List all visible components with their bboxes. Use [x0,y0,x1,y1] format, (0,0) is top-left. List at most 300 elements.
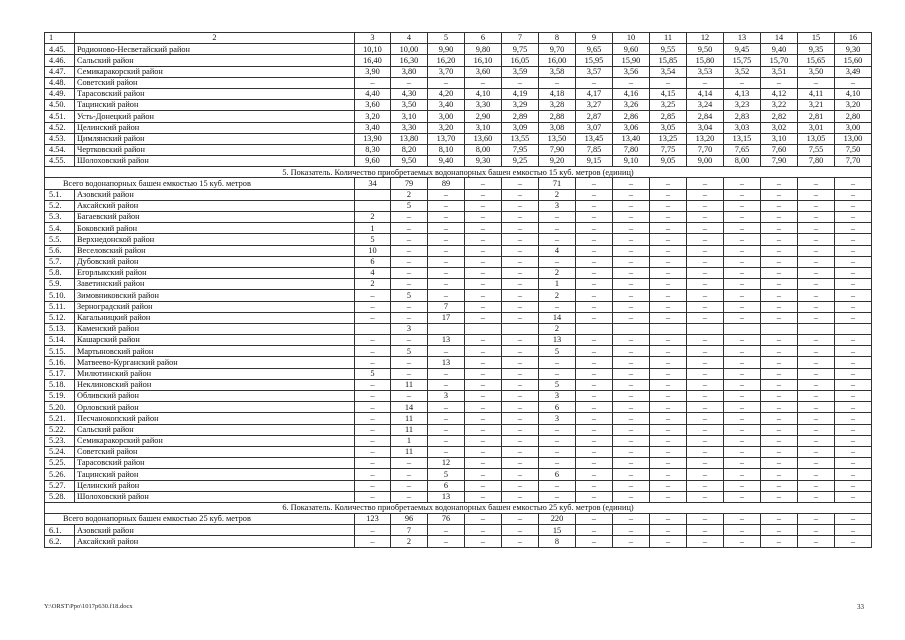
value-cell: 13,45 [576,133,613,144]
value-cell: 4,13 [724,88,761,99]
value-cell: – [724,379,761,390]
value-cell: – [539,480,576,491]
value-cell [613,323,650,334]
value-cell: – [355,77,391,88]
value-cell: 8,10 [428,144,465,155]
value-cell: – [650,346,687,357]
value-cell [798,323,835,334]
value-cell: – [428,346,465,357]
value-cell: 7,75 [650,144,687,155]
value-cell: 16,30 [391,55,428,66]
value-cell: 3,07 [576,122,613,133]
table-row [45,234,872,245]
value-cell: – [428,379,465,390]
value-cell: – [576,245,613,256]
value-cell: – [761,413,798,424]
table-row [45,290,872,301]
value-cell: 3,54 [650,66,687,77]
value-cell: – [576,357,613,368]
value-cell: – [576,491,613,502]
value-cell: 12 [428,458,465,469]
value-cell: – [465,402,502,413]
value-cell: 15,80 [687,55,724,66]
row-number: 5.1. [45,189,75,200]
value-cell: – [687,435,724,446]
value-cell: 13 [539,335,576,346]
value-cell: 3,40 [355,122,391,133]
value-cell: – [835,223,872,234]
value-cell: – [576,256,613,267]
value-cell: – [576,346,613,357]
value-cell: – [687,267,724,278]
value-cell: 6 [539,469,576,480]
value-cell: – [502,267,539,278]
value-cell: – [465,480,502,491]
value-cell: – [539,446,576,457]
value-cell: – [613,446,650,457]
table-row [45,536,872,547]
value-cell: 4,19 [502,88,539,99]
district-name: Багаевский район [75,212,355,223]
value-cell: – [502,413,539,424]
column-number-header: 13 [724,33,761,44]
row-number: 5.23. [45,435,75,446]
value-cell: – [650,335,687,346]
table-row [45,346,872,357]
value-cell: 13,70 [428,133,465,144]
value-cell: – [687,368,724,379]
row-number: 5.24. [45,446,75,457]
value-cell: 13 [428,335,465,346]
value-cell: 13,90 [355,133,391,144]
value-cell: – [835,189,872,200]
value-cell: – [613,290,650,301]
value-cell: – [502,491,539,502]
value-cell: 13,80 [391,133,428,144]
district-name: Дубовский район [75,256,355,267]
value-cell: – [539,301,576,312]
value-cell: – [502,446,539,457]
value-cell: – [613,458,650,469]
value-cell: – [502,424,539,435]
value-cell: 3,23 [724,100,761,111]
value-cell: 13,15 [724,133,761,144]
value-cell: – [761,379,798,390]
value-cell: – [391,357,428,368]
value-cell: – [465,368,502,379]
column-number-header: 15 [798,33,835,44]
value-cell: – [502,212,539,223]
value-cell: 7,70 [687,144,724,155]
table-row [45,156,872,167]
value-cell: – [798,290,835,301]
value-cell: – [428,402,465,413]
row-number: 5.2. [45,200,75,211]
value-cell: – [576,379,613,390]
value-cell: – [465,290,502,301]
value-cell: – [502,223,539,234]
value-cell: 16,00 [539,55,576,66]
value-cell: 4,10 [835,88,872,99]
value-cell: – [835,290,872,301]
value-cell: – [576,234,613,245]
value-cell: 3 [428,391,465,402]
value-cell: 1 [355,223,391,234]
value-cell: – [687,379,724,390]
value-cell: – [687,469,724,480]
value-cell: – [724,402,761,413]
value-cell: 2,89 [502,111,539,122]
value-cell: – [465,245,502,256]
table-row [45,491,872,502]
value-cell: – [798,446,835,457]
district-name: Азовский район [75,189,355,200]
district-name: Советский район [75,446,355,457]
value-cell: – [465,256,502,267]
value-cell [502,323,539,334]
row-number: 5.5. [45,234,75,245]
value-cell: – [724,279,761,290]
value-cell: – [687,413,724,424]
value-cell: – [798,368,835,379]
value-cell: – [687,200,724,211]
value-cell: 3,40 [428,100,465,111]
value-cell: 2,81 [798,111,835,122]
value-cell: – [465,391,502,402]
total-value: – [687,178,724,189]
value-cell: – [798,346,835,357]
table-row [45,100,872,111]
value-cell: – [650,469,687,480]
value-cell: 16,20 [428,55,465,66]
value-cell: 7,50 [835,144,872,155]
value-cell: – [613,279,650,290]
value-cell: – [391,256,428,267]
value-cell: – [724,469,761,480]
table-row [45,525,872,536]
value-cell: – [650,267,687,278]
table-row [45,391,872,402]
value-cell: – [835,480,872,491]
value-cell [687,323,724,334]
value-cell: – [576,77,613,88]
value-cell: 9,65 [576,44,613,55]
value-cell: 3,10 [465,122,502,133]
value-cell: – [576,279,613,290]
value-cell: 3,50 [798,66,835,77]
table-row [45,323,872,334]
value-cell: – [613,491,650,502]
value-cell: – [465,312,502,323]
value-cell: – [465,234,502,245]
value-cell: 13,20 [687,133,724,144]
value-cell: – [650,424,687,435]
district-name: Песчанокопский район [75,413,355,424]
column-number-header: 16 [835,33,872,44]
value-cell: – [613,301,650,312]
value-cell: – [798,424,835,435]
value-cell: – [835,458,872,469]
value-cell: – [761,77,798,88]
value-cell: – [724,312,761,323]
row-number: 4.45. [45,44,75,55]
value-cell: – [391,245,428,256]
district-name: Цимлянский район [75,133,355,144]
value-cell: – [355,480,391,491]
value-cell: 3 [539,413,576,424]
value-cell: – [835,357,872,368]
value-cell: 11 [391,424,428,435]
value-cell: 9,00 [687,156,724,167]
value-cell: 2,83 [724,111,761,122]
value-cell: – [724,368,761,379]
value-cell: – [835,379,872,390]
value-cell: – [798,234,835,245]
value-cell: – [465,189,502,200]
total-label: Всего водонапорных башен емкостью 15 куб. метров [45,178,355,189]
table-row [45,469,872,480]
value-cell: 3,09 [502,122,539,133]
column-number-header: 11 [650,33,687,44]
table-row [45,402,872,413]
value-cell: – [724,446,761,457]
value-cell: – [798,301,835,312]
value-cell: – [539,256,576,267]
value-cell: 7 [391,525,428,536]
value-cell: – [539,357,576,368]
value-cell: – [428,435,465,446]
district-name: Обливский район [75,391,355,402]
value-cell: – [502,335,539,346]
value-cell: – [835,212,872,223]
value-cell: – [502,379,539,390]
value-cell: – [761,256,798,267]
value-cell: – [355,469,391,480]
value-cell: – [650,491,687,502]
value-cell: – [613,413,650,424]
total-value: – [650,178,687,189]
row-number: 4.55. [45,156,75,167]
value-cell: – [650,536,687,547]
table-row [45,66,872,77]
value-cell: – [355,391,391,402]
district-name: Тарасовский район [75,458,355,469]
value-cell: – [576,525,613,536]
table-row [45,368,872,379]
value-cell: 8 [539,536,576,547]
value-cell: – [428,267,465,278]
value-cell: – [465,301,502,312]
value-cell: – [502,525,539,536]
value-cell: – [798,312,835,323]
table-row [45,312,872,323]
value-cell: – [465,446,502,457]
value-cell: – [465,346,502,357]
value-cell: 3,10 [391,111,428,122]
value-cell: – [761,391,798,402]
value-cell: – [761,446,798,457]
value-cell: – [355,435,391,446]
value-cell: – [391,491,428,502]
district-name: Аксайский район [75,200,355,211]
table-row [45,44,872,55]
value-cell: – [761,469,798,480]
value-cell: 3,03 [724,122,761,133]
value-cell: – [613,346,650,357]
value-cell: – [650,458,687,469]
district-name: Аксайский район [75,536,355,547]
value-cell: – [613,245,650,256]
row-number: 5.14. [45,335,75,346]
value-cell: – [761,402,798,413]
value-cell: – [576,290,613,301]
row-number: 5.11. [45,301,75,312]
value-cell: – [391,279,428,290]
value-cell: – [613,312,650,323]
value-cell: – [428,223,465,234]
value-cell: – [724,536,761,547]
table-row [45,55,872,66]
total-value: – [835,514,872,525]
row-number: 4.49. [45,88,75,99]
value-cell: – [761,346,798,357]
value-cell: – [798,435,835,446]
value-cell: – [539,77,576,88]
value-cell: – [650,480,687,491]
value-cell: 7,70 [835,156,872,167]
value-cell: 3,29 [502,100,539,111]
value-cell: 6 [355,256,391,267]
value-cell: 9,05 [650,156,687,167]
table-row [45,144,872,155]
value-cell: 15,70 [761,55,798,66]
value-cell: – [724,491,761,502]
value-cell: – [613,536,650,547]
total-value: – [502,178,539,189]
district-name: Мартыновский район [75,346,355,357]
value-cell: – [761,312,798,323]
section-title-row [45,167,872,178]
table-row [45,122,872,133]
value-cell: – [687,480,724,491]
column-number-header: 14 [761,33,798,44]
value-cell: – [502,200,539,211]
total-value: – [687,514,724,525]
value-cell: – [724,200,761,211]
value-cell: 5 [391,200,428,211]
value-cell: 3,53 [687,66,724,77]
column-number-header: 12 [687,33,724,44]
value-cell: 3,00 [835,122,872,133]
district-name: Егорлыкский район [75,267,355,278]
value-cell: – [835,402,872,413]
value-cell: – [724,290,761,301]
value-cell [355,200,391,211]
value-cell: 15 [539,525,576,536]
district-name: Родионово-Несветайский район [75,44,355,55]
value-cell: 13,50 [539,133,576,144]
value-cell: 3,04 [687,122,724,133]
value-cell: – [650,223,687,234]
value-cell: 13,00 [835,133,872,144]
value-cell: – [465,77,502,88]
value-cell: – [502,480,539,491]
value-cell: – [355,424,391,435]
value-cell: – [613,189,650,200]
total-value: – [835,178,872,189]
table-row [45,458,872,469]
value-cell: – [391,312,428,323]
value-cell: – [798,480,835,491]
value-cell: – [576,189,613,200]
value-cell: 9,70 [539,44,576,55]
value-cell: 13,60 [465,133,502,144]
row-number: 5.28. [45,491,75,502]
value-cell: 3,20 [355,111,391,122]
total-value: – [724,178,761,189]
district-name: Тацинский район [75,100,355,111]
value-cell: – [650,77,687,88]
value-cell: 15,90 [613,55,650,66]
value-cell: – [502,346,539,357]
value-cell: 9,15 [576,156,613,167]
value-cell: 3,57 [576,66,613,77]
value-cell: – [798,200,835,211]
value-cell: – [465,379,502,390]
value-cell: 3,01 [798,122,835,133]
table-row [45,223,872,234]
total-label: Всего водонапорных башен емкостью 25 куб. метров [45,514,355,525]
value-cell: – [761,212,798,223]
value-cell: – [613,256,650,267]
value-cell: 5 [355,234,391,245]
value-cell: 3,90 [355,66,391,77]
value-cell: – [761,234,798,245]
table-row [45,245,872,256]
value-cell: 9,30 [465,156,502,167]
value-cell: – [798,536,835,547]
value-cell: – [576,335,613,346]
document-page [44,32,872,548]
value-cell: – [502,391,539,402]
value-cell: – [798,402,835,413]
header-row [45,33,872,44]
value-cell: – [576,413,613,424]
value-cell: 9,55 [650,44,687,55]
value-cell: 11 [391,413,428,424]
value-cell: 4 [539,245,576,256]
value-cell: 3,08 [539,122,576,133]
value-cell: – [687,189,724,200]
value-cell: – [687,536,724,547]
value-cell: – [539,458,576,469]
value-cell: 3,28 [539,100,576,111]
value-cell: – [355,402,391,413]
value-cell: 3,59 [502,66,539,77]
value-cell: – [502,402,539,413]
value-cell: – [761,290,798,301]
value-cell: – [650,435,687,446]
value-cell: – [502,435,539,446]
value-cell: 3,51 [761,66,798,77]
value-cell: 3,21 [798,100,835,111]
column-number-header: 6 [465,33,502,44]
value-cell: – [428,413,465,424]
row-number: 5.7. [45,256,75,267]
value-cell: 2,84 [687,111,724,122]
value-cell: – [650,368,687,379]
value-cell: 7,90 [761,156,798,167]
